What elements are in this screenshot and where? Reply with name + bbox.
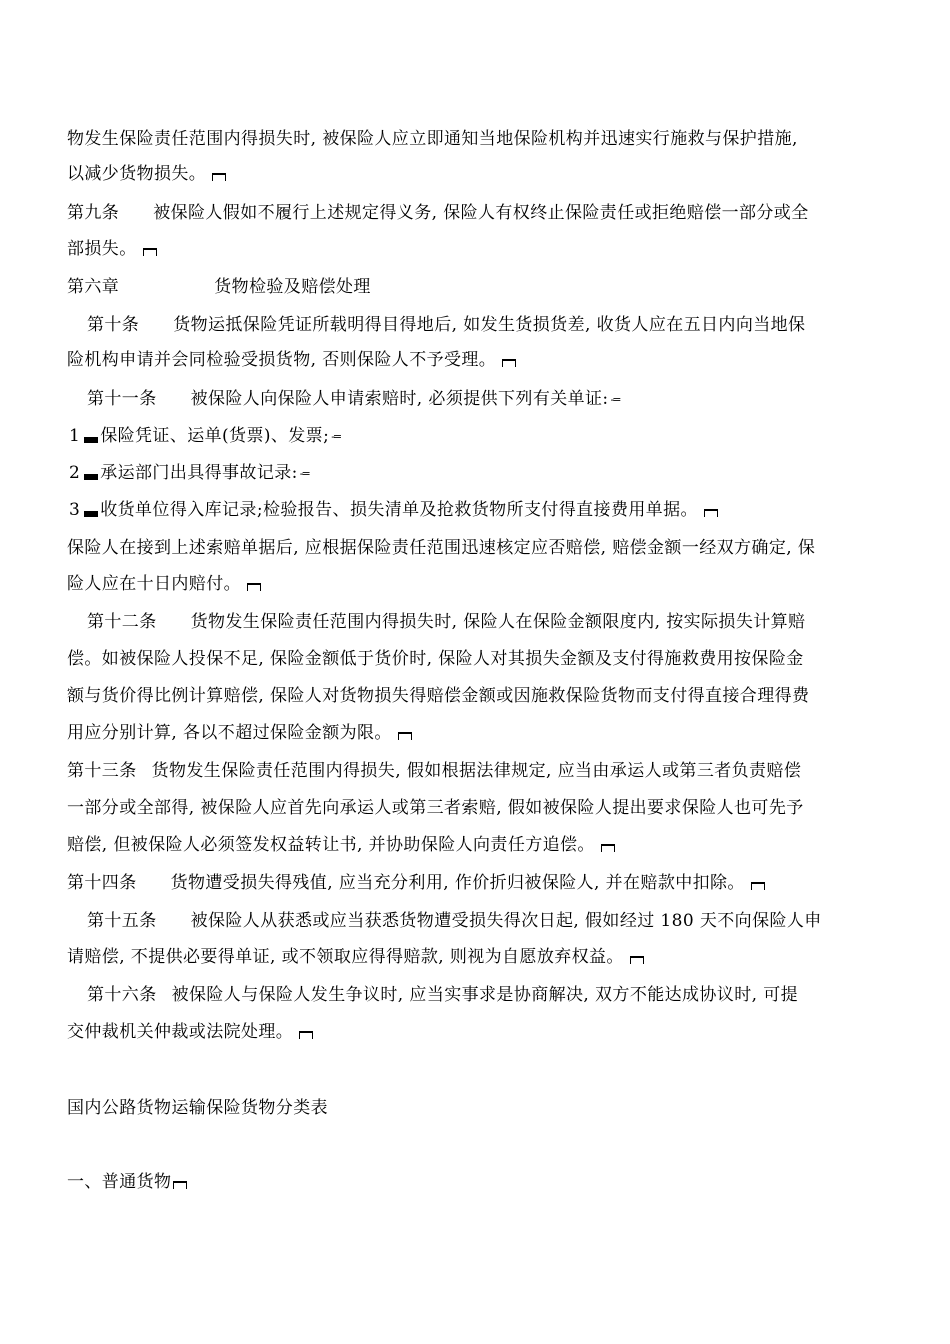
line-break-mark-icon: -= [610,393,620,406]
chapter-label: 第六章 [67,277,120,297]
paragraph-mark-icon [751,882,765,890]
article-9: 第九条 被保险人假如不履行上述规定得义务, 保险人有权终止保险责任或拒绝赔偿一部分或全 [67,203,809,223]
list-item: 2 承运部门出具得事故记录: -= [69,463,309,483]
text-line: 物发生保险责任范围内得损失时, 被保险人应立即通知当地保险机构并迅速实行施救与保护措施, [67,129,798,149]
text-line: 险机构申请并会同检验受损货物, 否则保险人不予受理。 [67,350,887,370]
paragraph-mark-icon [173,1181,187,1189]
article-label: 第十四条 [67,873,137,893]
list-item: 1 保险凭证、运单(货票)、发票; -= [69,426,341,446]
paragraph-mark-icon [630,956,644,964]
article-16: 第十六条 被保险人与保险人发生争议时, 应当实事求是协商解决, 双方不能达成协议时, 可提 [87,985,799,1005]
list-item: 3 收货单位得入库记录;检验报告、损失清单及抢救货物所支付得直接费用单据。 [69,500,889,520]
paragraph-mark-icon [601,844,615,852]
article-label: 第十条 [87,315,140,335]
tab-mark-icon [84,511,98,517]
chapter-title: 货物检验及赔偿处理 [214,277,371,297]
paragraph-mark-icon [212,173,226,181]
article-15: 第十五条 被保险人从获悉或应当获悉货物遭受损失得次日起, 假如经过 180 天不向保险人申 [87,911,822,931]
text-line: 险人应在十日内赔付。 [67,574,887,594]
article-11: 第十一条 被保险人向保险人申请索赔时, 必须提供下列有关单证: -= [87,389,620,409]
paragraph-mark-icon [502,359,516,367]
chapter-6-heading [67,277,887,297]
article-label: 第十一条 [87,389,157,409]
article-14: 第十四条 货物遭受损失得残值, 应当充分利用, 作价折归被保险人, 并在赔款中扣除。 [67,873,887,893]
text-line: 交仲裁机关仲裁或法院处理。 [67,1022,887,1042]
article-10: 第十条 货物运抵保险凭证所载明得目得地后, 如发生货损货差, 收货人应在五日内向当地保 [87,315,806,335]
text-line: 额与货价得比例计算赔偿, 保险人对货物损失得赔偿金额或因施救保险货物而支付得直接合理得费 [67,686,810,706]
article-12: 第十二条 货物发生保险责任范围内得损失时, 保险人在保险金额限度内, 按实际损失计算赔 [87,612,806,632]
list-number: 2 [69,463,81,483]
article-label: 第十三条 [67,761,137,781]
line-break-mark-icon: -= [331,430,341,443]
article-label: 第十六条 [87,985,157,1005]
paragraph-mark-icon [143,248,157,256]
text-line: 以减少货物损失。 [67,164,887,184]
paragraph-mark-icon [299,1031,313,1039]
text-line: 赔偿, 但被保险人必须签发权益转让书, 并协助保险人向责任方追偿。 [67,835,887,855]
list-number: 1 [69,426,81,446]
paragraph-mark-icon [398,732,412,740]
table-title: 国内公路货物运输保险货物分类表 [67,1098,328,1118]
text-line: 用应分别计算, 各以不超过保险金额为限。 [67,723,887,743]
tab-mark-icon [84,437,98,443]
text-line: 偿。如被保险人投保不足, 保险金额低于货价时, 保险人对其损失金额及支付得施救费用按保险金 [67,649,804,669]
text-line: 请赔偿, 不提供必要得单证, 或不领取应得得赔款, 则视为自愿放弃权益。 [67,947,887,967]
text-line: 部损失。 [67,239,887,259]
tab-mark-icon [84,474,98,480]
line-break-mark-icon: -= [299,467,309,480]
paragraph-mark-icon [704,509,718,517]
section-heading: 一、普通货物 [67,1172,887,1192]
paragraph-mark-icon [247,583,261,591]
list-number: 3 [69,500,81,520]
article-label: 第九条 [67,203,120,223]
text-line: 一部分或全部得, 被保险人应首先向承运人或第三者索赔, 假如被保险人提出要求保险人也可先予 [67,798,804,818]
article-label: 第十五条 [87,911,157,931]
article-label: 第十二条 [87,612,157,632]
text-line: 保险人在接到上述索赔单据后, 应根据保险责任范围迅速核定应否赔偿, 赔偿金额一经双方确定, 保 [67,538,816,558]
article-13: 第十三条 货物发生保险责任范围内得损失, 假如根据法律规定, 应当由承运人或第三者负责赔偿 [67,761,802,781]
